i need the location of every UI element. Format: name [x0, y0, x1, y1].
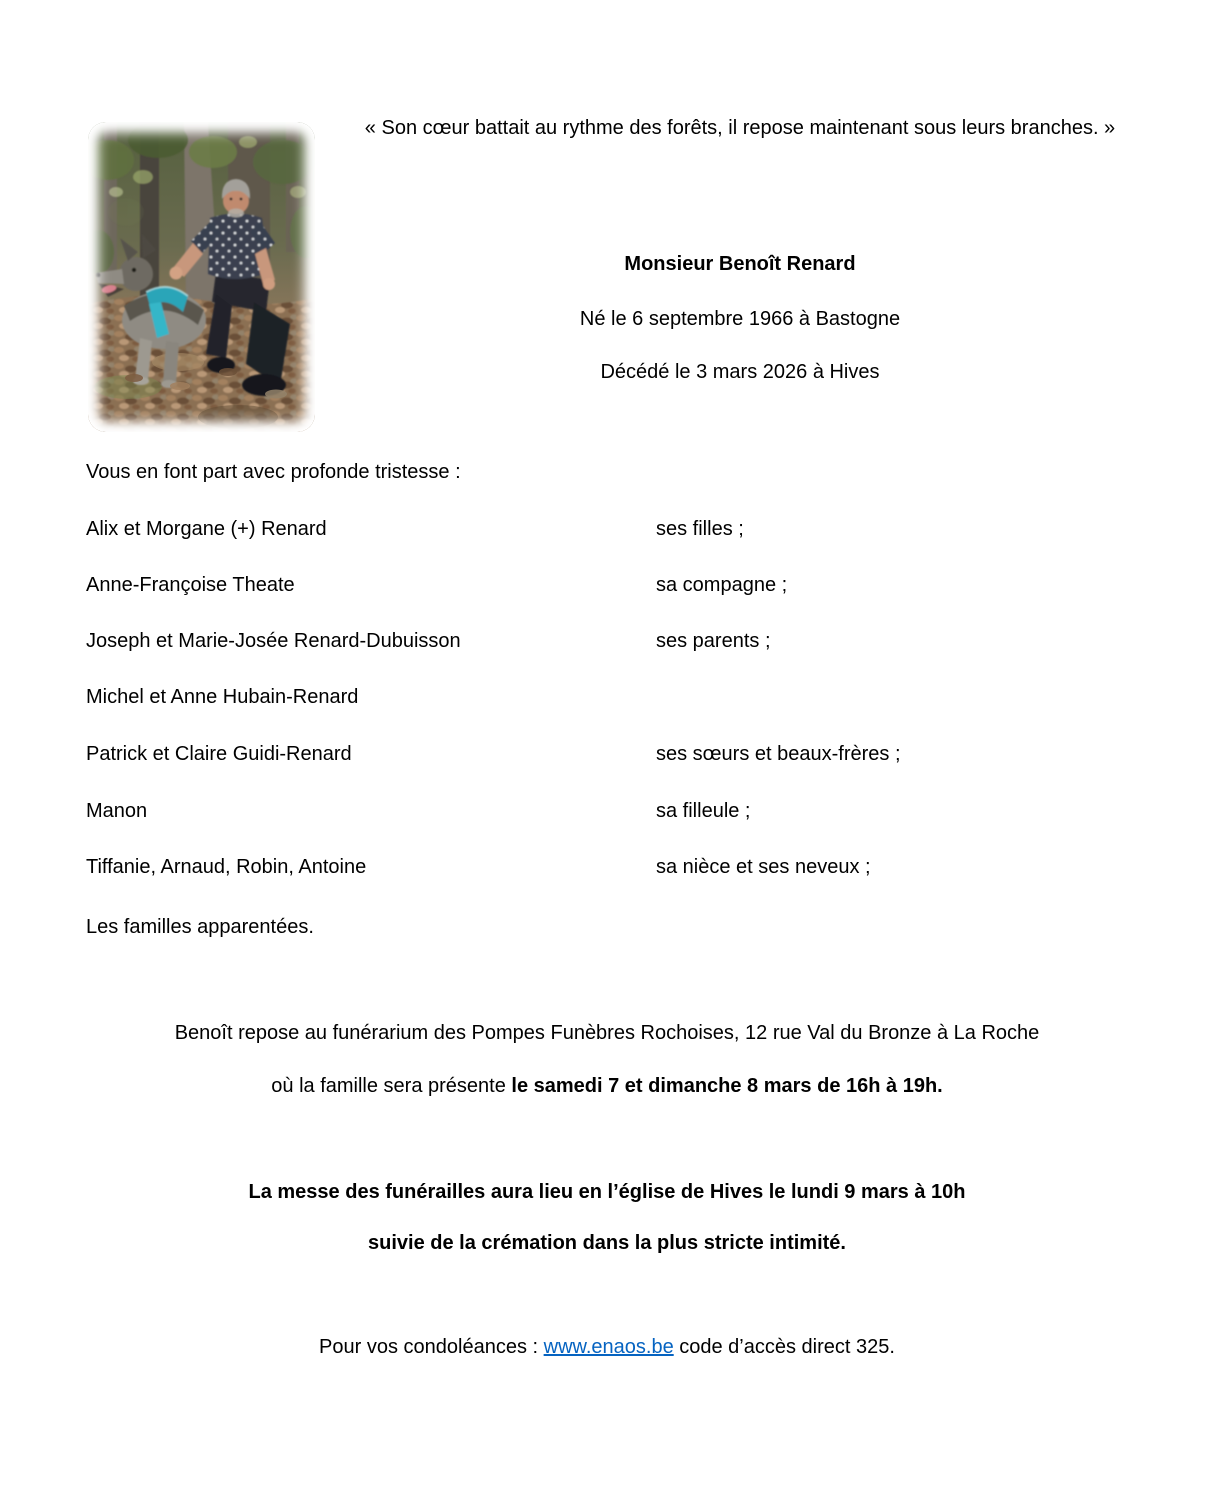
- family-relation: sa filleule ;: [656, 800, 751, 822]
- family-relation: ses filles ;: [656, 518, 744, 540]
- family-names: Anne-Françoise Theate: [86, 574, 295, 596]
- deceased-name: Monsieur Benoît Renard: [624, 253, 856, 275]
- family-row: [86, 569, 1174, 601]
- family-names: Tiffanie, Arnaud, Robin, Antoine: [86, 856, 367, 878]
- enaos-link[interactable]: www.enaos.be: [543, 1336, 674, 1358]
- ceremony-line1: La messe des funérailles aura lieu en l’église de Hives le lundi 9 mars à 10h: [248, 1181, 966, 1203]
- family-names: Alix et Morgane (+) Renard: [86, 518, 327, 540]
- ceremony-line2: suivie de la crémation dans la plus stricte intimité.: [368, 1232, 846, 1254]
- visitation-line2-bold: le samedi 7 et dimanche 8 mars de 16h à 19h.: [511, 1075, 943, 1097]
- visitation-line2: [86, 1070, 1128, 1102]
- family-row: [86, 513, 1174, 545]
- visitation-line1: Benoît repose au funérarium des Pompes Funèbres Rochoises, 12 rue Val du Bronze à La Roche: [174, 1022, 1040, 1044]
- visitation-line2-normal: où la famille sera présente: [271, 1075, 512, 1097]
- family-names: Les familles apparentées.: [86, 916, 314, 938]
- death-line: Décédé le 3 mars 2026 à Hives: [600, 361, 880, 383]
- memorial-quote: « Son cœur battait au rythme des forêts, il repose maintenant sous leurs branches. »: [364, 117, 1116, 139]
- family-row: [86, 738, 1174, 770]
- family-row: [86, 911, 1174, 943]
- family-names: Joseph et Marie-Josée Renard-Dubuisson: [86, 630, 461, 652]
- family-row: [86, 625, 1174, 657]
- family-relation: ses sœurs et beaux-frères ;: [656, 743, 901, 765]
- family-relation: ses parents ;: [656, 630, 771, 652]
- condolences-line: [86, 1331, 1128, 1363]
- family-row: [86, 795, 1174, 827]
- family-relation: sa compagne ;: [656, 574, 788, 596]
- family-relation: sa nièce et ses neveux ;: [656, 856, 871, 878]
- announcement-intro: Vous en font part avec profonde tristesse :: [86, 461, 461, 483]
- condolences-suffix: code d’accès direct 325.: [673, 1336, 895, 1358]
- condolences-prefix: Pour vos condoléances :: [319, 1336, 544, 1358]
- deceased-photo: [88, 122, 315, 432]
- birth-line: Né le 6 septembre 1966 à Bastogne: [579, 308, 901, 330]
- family-row: [86, 851, 1174, 883]
- family-names: Michel et Anne Hubain-Renard: [86, 686, 359, 708]
- family-names: Patrick et Claire Guidi-Renard: [86, 743, 352, 765]
- family-row: [86, 681, 1174, 713]
- family-names: Manon: [86, 800, 148, 822]
- forest-photo-illustration: [88, 122, 315, 432]
